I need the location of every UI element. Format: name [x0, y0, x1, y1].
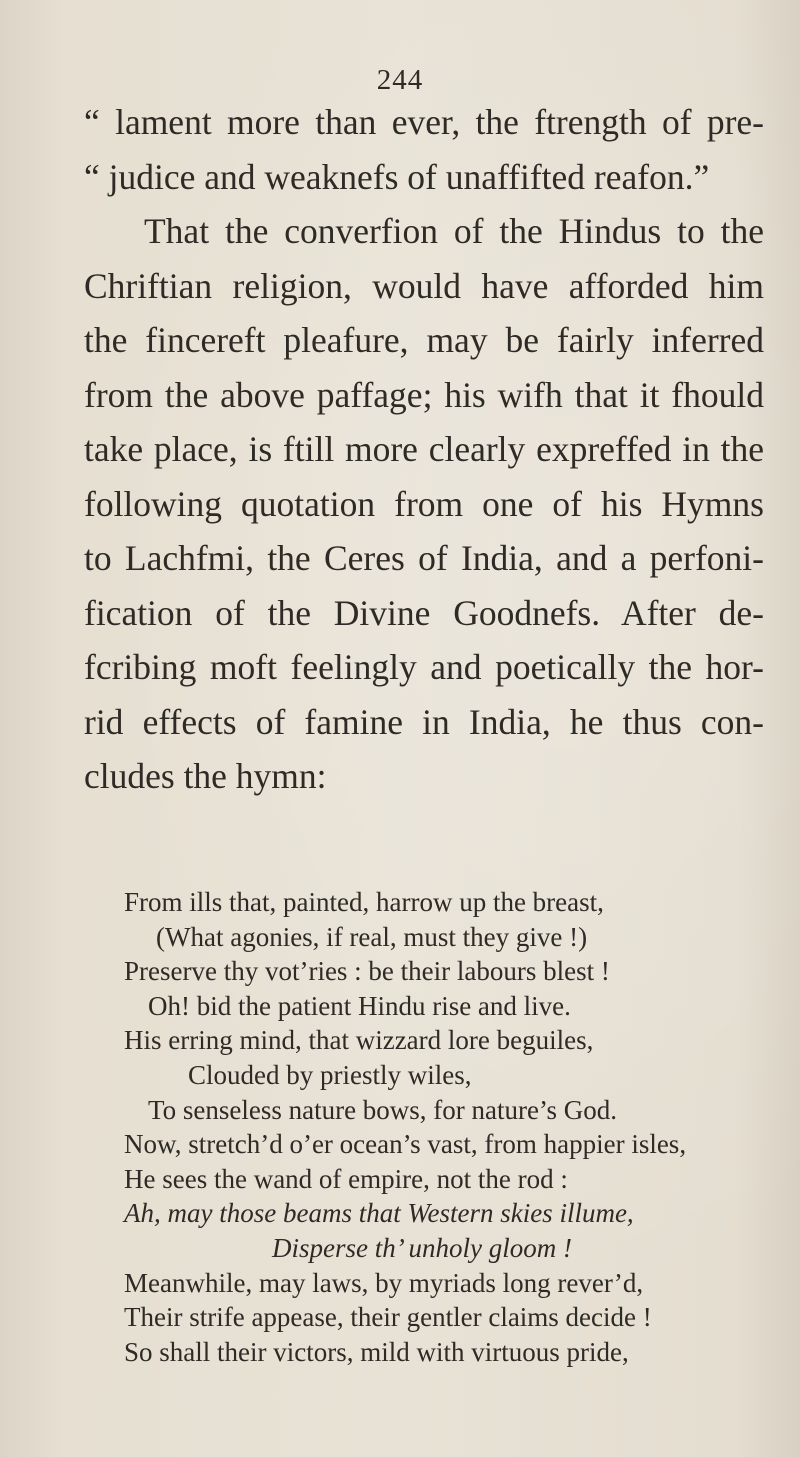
page-number: 244 — [376, 64, 424, 96]
hymn-line: Ah, may those beams that Western skies illume, — [124, 1198, 634, 1229]
hymn-line: He sees the wand of empire, not the rod : — [124, 1163, 568, 1194]
prose-line: following quotation from one of his Hymns — [84, 483, 764, 524]
prose-line: fcribing moft feelingly and poetically the hor- — [84, 647, 764, 687]
hymn-line: Clouded by priestly wiles, — [188, 1059, 472, 1090]
hymn-line: His erring mind, that wizzard lore beguiles, — [124, 1025, 594, 1056]
hymn-quotation — [124, 885, 764, 1369]
hymn-line: To senseless nature bows, for nature’s God. — [148, 1094, 618, 1125]
prose-line: the fincereft pleafure, may be fairly inferred — [84, 320, 764, 360]
prose-line: fication of the Divine Goodnefs. After de- — [84, 592, 764, 633]
prose-line: to Lachfmi, the Ceres of India, and a perfoni- — [84, 538, 764, 578]
hymn-line: Preserve thy vot’ries : be their labours blest ! — [124, 956, 610, 987]
prose-line: rid effects of famine in India, he thus con- — [84, 701, 764, 742]
prose-paragraph — [84, 95, 764, 804]
prose-line: That the converfion of the Hindus to the — [144, 211, 764, 251]
hymn-line: Their strife appease, their gentler claims decide ! — [124, 1302, 652, 1333]
hymn-line: Disperse th’ unholy gloom ! — [272, 1232, 572, 1263]
hymn-line: (What agonies, if real, must they give !) — [156, 921, 588, 952]
hymn-line: Now, stretch’d o’er ocean’s vast, from happier isles, — [124, 1129, 687, 1160]
hymn-line: From ills that, painted, harrow up the breast, — [124, 887, 604, 917]
hymn-line: So shall their victors, mild with virtuous pride, — [124, 1336, 629, 1367]
prose-line: Chriftian religion, would have afforded him — [84, 265, 764, 306]
prose-line: cludes the hymn: — [84, 756, 327, 796]
prose-line: take place, is ftill more clearly expreffed in the — [84, 429, 764, 469]
prose-line: “ judice and weaknefs of unaffifted reafon.” — [84, 156, 710, 197]
hymn-line: Meanwhile, may laws, by myriads long rever’d, — [124, 1267, 644, 1298]
prose-line: from the above paffage; his wifh that it fhould — [84, 374, 764, 415]
prose-line: “ lament more than ever, the ftrength of pre- — [84, 102, 764, 142]
hymn-line: Oh! bid the patient Hindu rise and live. — [148, 990, 571, 1021]
